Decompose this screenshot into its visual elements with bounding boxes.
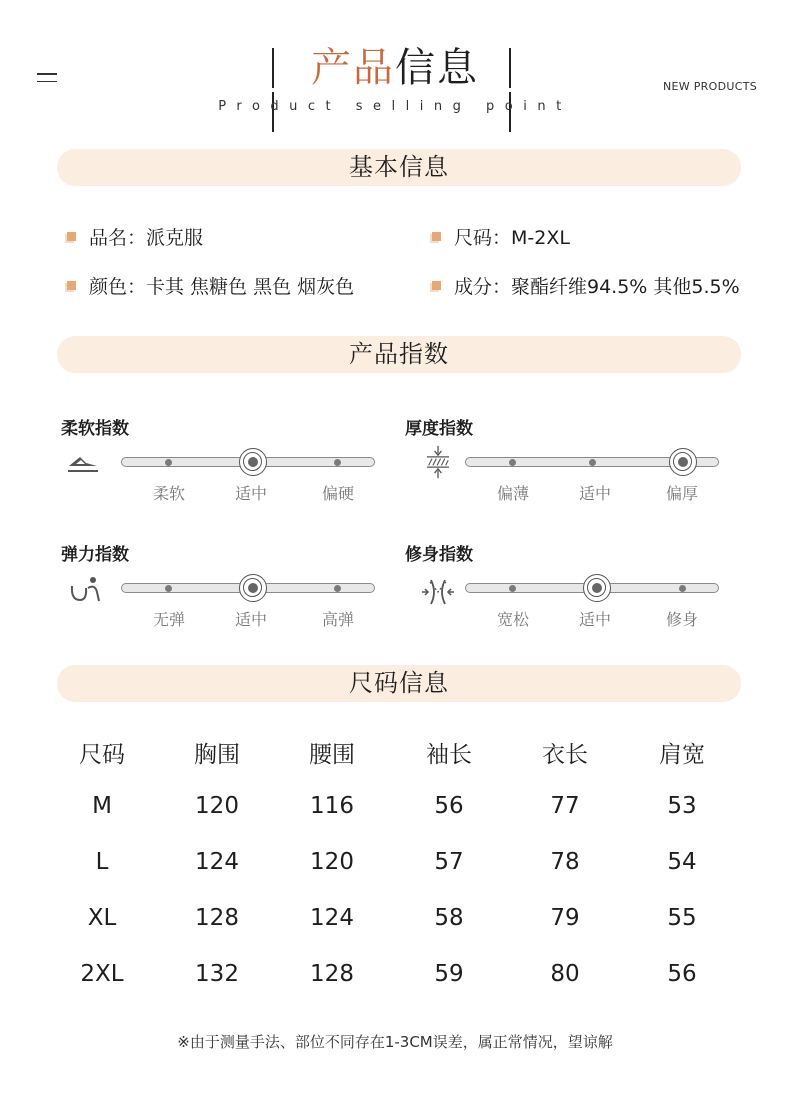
size-table-cell-sleeve: 57: [434, 849, 464, 875]
elasticity-level-label-1: 无弹: [152, 610, 185, 629]
section-banner-index: 产品指数: [57, 336, 741, 373]
page-subtitle: Product selling point: [218, 99, 572, 114]
fit-level-dot-3: [679, 585, 686, 592]
size-table-header-chest: 胸围: [194, 742, 240, 768]
size-table-cell-sleeve: 58: [434, 905, 464, 931]
measurement-footnote: ※由于测量手法、部位不同存在1-3CM误差，属正常情况，望谅解: [177, 1033, 613, 1051]
size-table-header-length: 衣长: [542, 742, 588, 768]
size-table-cell-length: 78: [550, 849, 580, 875]
thickness-slider-knob: [669, 448, 697, 476]
size-table-cell-shoulder: 54: [667, 849, 697, 875]
size-table-cell-size: 2XL: [80, 961, 124, 987]
softness-level-dot-3: [334, 459, 341, 466]
size-table-cell-sleeve: 59: [434, 961, 464, 987]
size-table-cell-waist: 128: [310, 961, 354, 987]
size-table-header-size: 尺码: [79, 742, 125, 768]
size-table-cell-chest: 128: [195, 905, 239, 931]
info-size-range: 尺码：M-2XL: [432, 225, 570, 251]
section-banner-basic: 基本信息: [57, 149, 741, 186]
thickness-icon: [421, 445, 455, 479]
fit-level-label-3: 修身: [665, 610, 698, 629]
size-table-cell-size: L: [95, 849, 109, 875]
info-product-name: 品名：派克服: [67, 225, 203, 251]
index-title-fit: 修身指数: [405, 545, 473, 565]
fit-slider-knob: [583, 574, 611, 602]
size-table-cell-size: M: [92, 793, 112, 819]
size-table-cell-shoulder: 56: [667, 961, 697, 987]
size-table-cell-length: 79: [550, 905, 580, 931]
size-table-cell-shoulder: 53: [667, 793, 697, 819]
size-table-header-sleeve: 袖长: [426, 742, 472, 768]
index-title-thickness: 厚度指数: [405, 419, 473, 439]
bullet-icon: [67, 281, 76, 290]
size-table-cell-length: 77: [550, 793, 580, 819]
softness-level-label-3: 偏硬: [321, 484, 354, 503]
size-table-cell-shoulder: 55: [667, 905, 697, 931]
size-table-header-shoulder: 肩宽: [659, 742, 705, 768]
size-table-cell-chest: 120: [195, 793, 239, 819]
softness-icon: [66, 446, 100, 480]
size-table-cell-chest: 124: [195, 849, 239, 875]
elasticity-level-label-2: 适中: [234, 610, 267, 629]
info-material: 成分：聚酯纤维94.5% 其他5.5%: [432, 274, 740, 300]
softness-level-label-1: 柔软: [152, 484, 185, 503]
size-table-cell-waist: 116: [310, 793, 354, 819]
bullet-icon: [432, 232, 441, 241]
softness-slider-knob: [239, 448, 267, 476]
size-table-cell-size: XL: [87, 905, 117, 931]
softness-level-label-2: 适中: [234, 484, 267, 503]
bullet-icon: [432, 281, 441, 290]
page-title: 产品信息: [311, 45, 479, 91]
elasticity-icon: [68, 572, 102, 606]
fit-level-label-1: 宽松: [496, 610, 529, 629]
thickness-level-label-2: 适中: [578, 484, 611, 503]
fit-level-label-2: 适中: [578, 610, 611, 629]
size-table-cell-sleeve: 56: [434, 793, 464, 819]
size-table-cell-chest: 132: [195, 961, 239, 987]
softness-level-dot-1: [165, 459, 172, 466]
index-title-elasticity: 弹力指数: [61, 545, 129, 565]
elasticity-level-dot-1: [165, 585, 172, 592]
thickness-level-label-1: 偏薄: [496, 484, 529, 503]
elasticity-level-label-3: 高弹: [321, 610, 354, 629]
thickness-level-label-3: 偏厚: [665, 484, 698, 503]
index-title-softness: 柔软指数: [61, 419, 129, 439]
size-table-header-waist: 腰围: [309, 742, 355, 768]
fit-level-dot-1: [509, 585, 516, 592]
fit-icon: [421, 574, 455, 608]
bullet-icon: [67, 232, 76, 241]
thickness-level-dot-2: [589, 459, 596, 466]
info-colors: 颜色：卡其 焦糖色 黑色 烟灰色: [67, 274, 354, 300]
elasticity-slider-knob: [239, 574, 267, 602]
size-table-cell-waist: 120: [310, 849, 354, 875]
new-products-tag: NEW PRODUCTS: [663, 80, 757, 93]
elasticity-level-dot-3: [334, 585, 341, 592]
size-table-cell-length: 80: [550, 961, 580, 987]
size-table-cell-waist: 124: [310, 905, 354, 931]
thickness-level-dot-1: [509, 459, 516, 466]
section-banner-size: 尺码信息: [57, 665, 741, 702]
